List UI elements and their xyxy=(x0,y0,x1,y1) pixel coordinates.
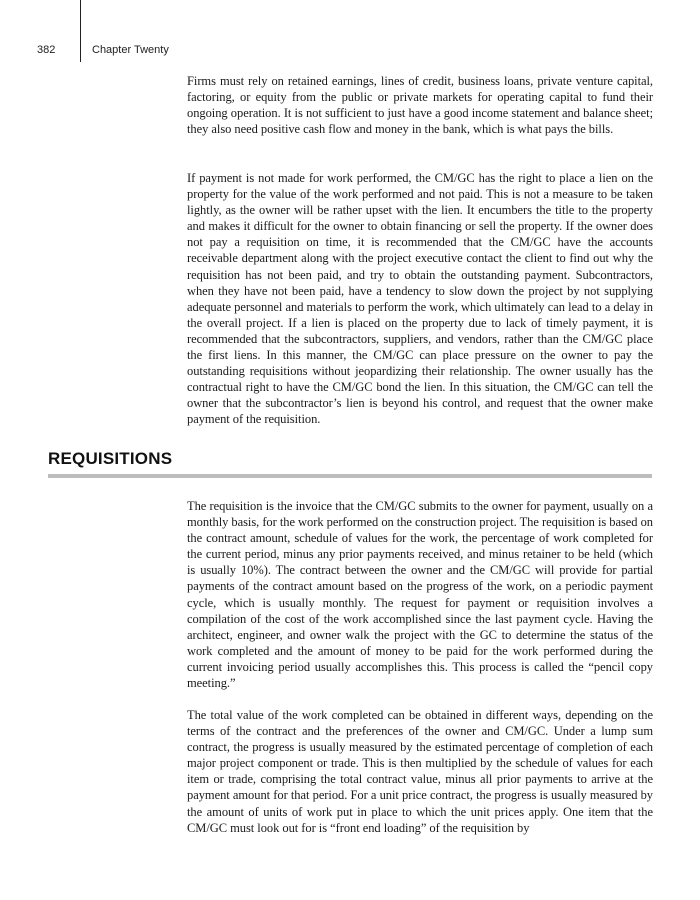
page-number: 382 xyxy=(37,44,56,56)
paragraph-work-value: The total value of the work completed can be obtained in different ways, depending on the terms of the contract and the preferences of the owner and CM/GC. Under a lump sum contract, the progress is usually measured by the estimated percentage of completion of each major project component or trade. This is then multiplied by the schedule of values for each item or trade, comprising the total contract value, minus all prior payments to arrive at the payment amount for that period. For a unit price contract, the progress is usually measured by the amount of units of work put in place to which the unit prices apply. One item that the CM/GC must look out for is “front end loading” of the requisition by xyxy=(187,708,653,835)
header-divider xyxy=(80,0,81,62)
paragraph-requisition-definition: The requisition is the invoice that the CM/GC submits to the owner for payment, usually on a monthly basis, for the work performed on the construction project. The requisition is based on the contract amount, schedule of values for the work, the percentage of work completed for the current period, minus any prior payments received, and minus retainer to be held (which is usually 10%). The contract between the owner and the CM/GC will provide for partial payments of the contract amount based on the progress of the work, on a periodic payment cycle, which is usually monthly. The request for payment or requisition involves a compilation of the cost of the work accomplished since the last payment cycle. Having the architect, engineer, and owner walk the project with the GC to determine the status of the work completed and the amount of money to be paid for the work performed during the current invoicing period usually accomplishes this. This process is called the “pencil copy meeting.” xyxy=(187,499,653,691)
paragraph-operating-capital: Firms must rely on retained earnings, lines of credit, business loans, private venture capital, factoring, or equity from the public or private markets for operating capital to fund their ongoing operation. It is not sufficient to just have a good income statement and balance sheet; they also need positive cash flow and money in the bank, which is what pays the bills. xyxy=(187,74,653,137)
paragraph-liens: If payment is not made for work performed, the CM/GC has the right to place a lien on the property for the value of the work performed and not paid. This is not a measure to be taken lightly, as the owner will be rather upset with the lien. It encumbers the title to the property and makes it difficult for the owner to obtain financing or sell the property. If the owner does not pay a requisition on time, it is recommended that the CM/GC have the accounts receivable department along with the project executive contact the client to find out why the requisition has not been paid, and try to obtain the outstanding payment. Subcontractors, when they have not been paid, have a tendency to slow down the project by not supplying adequate personnel and materials to perform the work, which ultimately can lead to a delay in the overall project. If a lien is placed on the property due to lack of timely payment, it is recommended that the subcontractors, suppliers, and vendors, rather than the CM/GC place the first liens. In this manner, the CM/GC can place pressure on the owner to pay the outstanding requisitions without jeopardizing their relationship. The owner usually has the contractual right to have the CM/GC bond the lien. In this situation, the CM/GC can tell the owner that the subcontractor’s lien is beyond his control, and request that the owner make payment of the requisition. xyxy=(187,171,653,427)
chapter-title: Chapter Twenty xyxy=(92,44,169,56)
section-heading: REQUISITIONS xyxy=(48,449,173,468)
section-heading-rule xyxy=(48,474,652,478)
